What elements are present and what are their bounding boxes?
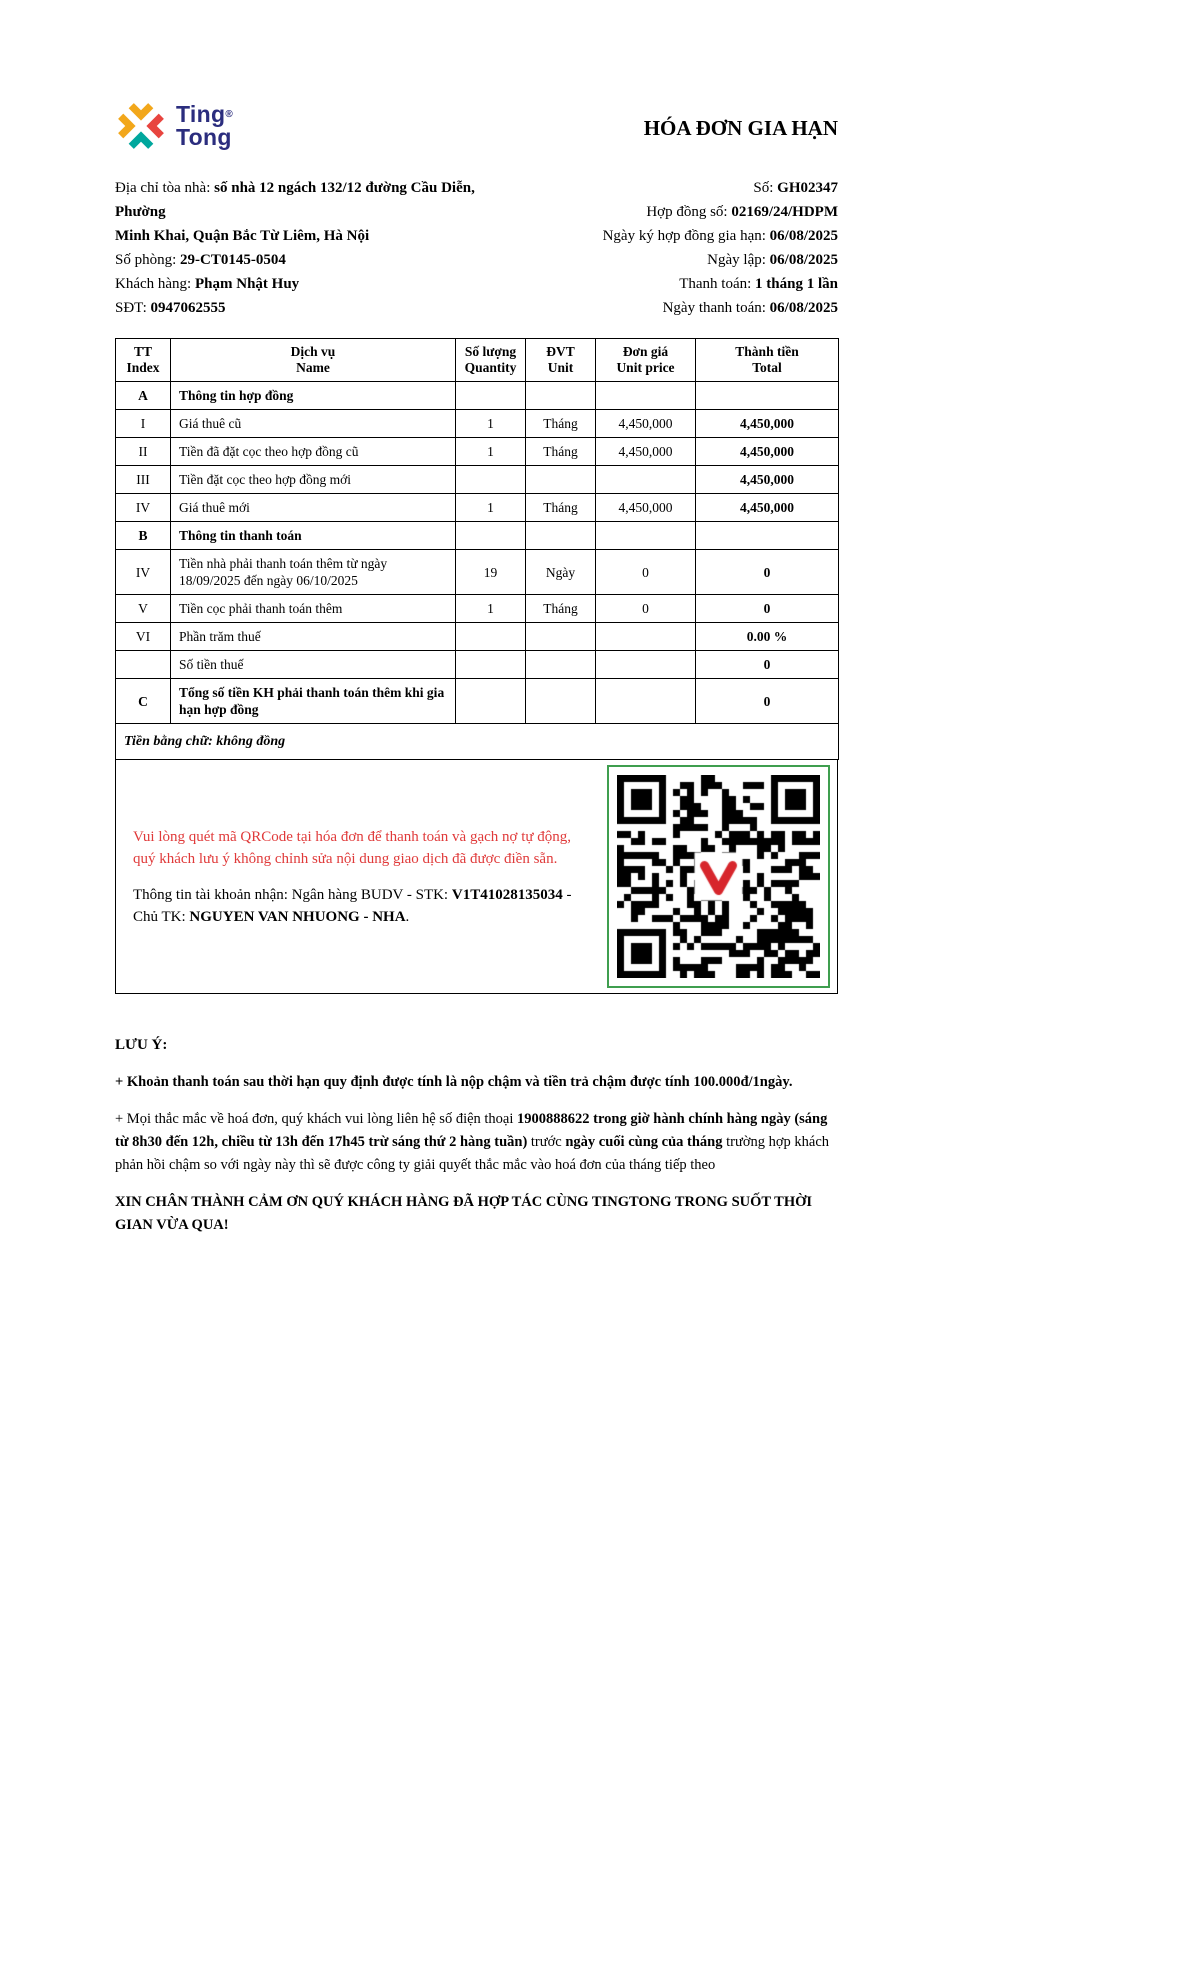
row-index-cell: I: [116, 410, 171, 438]
row-total-cell: [696, 522, 839, 550]
row-unit-price-cell: 0: [596, 550, 696, 595]
notes-title: LƯU Ý:: [115, 1037, 168, 1053]
row-index-cell: IV: [116, 550, 171, 595]
row-name-cell: Tiền đã đặt cọc theo hợp đồng cũ: [171, 438, 456, 466]
row-name-cell: Tổng số tiền KH phải thanh toán thêm khi gia hạn hợp đồng: [171, 679, 456, 724]
row-quantity-cell: 1: [456, 438, 526, 466]
row-unit-price-cell: [596, 651, 696, 679]
row-index-cell: C: [116, 679, 171, 724]
row-index-cell: VI: [116, 623, 171, 651]
col-header-unit: ĐVT Unit: [526, 339, 596, 382]
account-holder: NGUYEN VAN NHUONG - NHA: [189, 908, 406, 925]
brand-name-line1: Ting®: [176, 101, 233, 127]
row-unit-cell: [526, 466, 596, 494]
row-unit-cell: Tháng: [526, 595, 596, 623]
row-unit-cell: Tháng: [526, 494, 596, 522]
row-total-cell: 0: [696, 550, 839, 595]
row-total-cell: 0: [696, 651, 839, 679]
table-header-row: [116, 339, 839, 382]
row-unit-cell: Ngày: [526, 550, 596, 595]
col-header-name: Dịch vụ Name: [171, 339, 456, 382]
row-quantity-cell: 1: [456, 410, 526, 438]
qr-code-frame: [607, 765, 830, 988]
row-index-cell: [116, 651, 171, 679]
row-quantity-cell: [456, 651, 526, 679]
registered-mark-icon: ®: [225, 109, 233, 120]
qr-payment-notice: Vui lòng quét mã QRCode tại hóa đơn để thanh toán và gạch nợ tự động, quý khách lưu ý không chỉnh sửa nội dung giao dịch đã được điền sẵn.: [133, 828, 572, 867]
row-name-cell: Thông tin thanh toán: [171, 522, 456, 550]
row-index-cell: A: [116, 382, 171, 410]
invoice-page: [115, 100, 838, 1237]
row-unit-price-cell: 4,450,000: [596, 410, 696, 438]
phone-line: SĐT: 0947062555: [115, 300, 226, 316]
table-row: [116, 679, 839, 724]
row-name-cell: Tiền đặt cọc theo hợp đồng mới: [171, 466, 456, 494]
account-number: V1T41028135034: [451, 886, 563, 903]
table-row: [116, 623, 839, 651]
contract-number-line: Hợp đồng số: 02169/24/HDPM: [646, 204, 838, 220]
table-row: [116, 438, 839, 466]
row-index-cell: IV: [116, 494, 171, 522]
row-name-cell: Tiền nhà phải thanh toán thêm từ ngày 18/09/2025 đến ngày 06/10/2025: [171, 550, 456, 595]
row-quantity-cell: [456, 623, 526, 651]
row-total-cell: [696, 382, 839, 410]
row-unit-price-cell: 4,450,000: [596, 438, 696, 466]
row-unit-price-cell: 4,450,000: [596, 494, 696, 522]
row-name-cell: Tiền cọc phải thanh toán thêm: [171, 595, 456, 623]
qr-code: [617, 775, 820, 978]
brand-name: [176, 103, 233, 149]
row-name-cell: Phần trăm thuế: [171, 623, 456, 651]
row-unit-price-cell: [596, 522, 696, 550]
row-index-cell: V: [116, 595, 171, 623]
row-unit-price-cell: [596, 623, 696, 651]
table-row: [116, 410, 839, 438]
table-row: [116, 522, 839, 550]
table-row: [116, 466, 839, 494]
building-address-line1: Địa chỉ tòa nhà: số nhà 12 ngách 132/12 đường Cầu Diễn, Phường: [115, 180, 475, 220]
building-info: [115, 176, 513, 320]
support-note: + Mọi thắc mắc về hoá đơn, quý khách vui lòng liên hệ số điện thoại 1900888622 trong giờ hành chính hàng ngày (sáng từ 8h30 đến 12h, chiều từ 13h đến 17h45 trừ sáng thứ 2 hàng tuần) trước ngày cuối cùng của tháng trường hợp khách phản hồi chậm so với ngày này thì sẽ được công ty giải quyết thắc mắc vào hoá đơn của tháng tiếp theo: [115, 1111, 830, 1173]
renew-sign-date-line: Ngày ký hợp đồng gia hạn: 06/08/2025: [602, 228, 838, 244]
row-quantity-cell: [456, 522, 526, 550]
invoice-table-body: [116, 382, 839, 724]
table-row: [116, 382, 839, 410]
col-header-quantity: Số lượng Quantity: [456, 339, 526, 382]
late-fee-note: + Khoản thanh toán sau thời hạn quy định được tính là nộp chậm và tiền trả chậm được tính 100.000đ/1ngày.: [115, 1074, 793, 1090]
thank-you-note: XIN CHÂN THÀNH CẢM ƠN QUÝ KHÁCH HÀNG ĐÃ HỢP TÁC CÙNG TINGTONG TRONG SUỐT THỜI GIAN VỪA QUA!: [115, 1194, 813, 1233]
row-quantity-cell: [456, 382, 526, 410]
row-name-cell: Giá thuê cũ: [171, 410, 456, 438]
row-unit-cell: [526, 679, 596, 724]
row-total-cell: 4,450,000: [696, 438, 839, 466]
row-index-cell: II: [116, 438, 171, 466]
row-unit-cell: [526, 623, 596, 651]
row-name-cell: Số tiền thuế: [171, 651, 456, 679]
building-address-line2: Minh Khai, Quận Bắc Từ Liêm, Hà Nội: [115, 228, 370, 244]
invoice-meta: [513, 176, 838, 320]
payment-date-line: Ngày thanh toán: 06/08/2025: [662, 300, 838, 316]
customer-name-line: Khách hàng: Phạm Nhật Huy: [115, 276, 300, 292]
row-unit-cell: Tháng: [526, 410, 596, 438]
row-total-cell: 4,450,000: [696, 494, 839, 522]
room-number-line: Số phòng: 29-CT0145-0504: [115, 252, 286, 268]
row-unit-price-cell: 0: [596, 595, 696, 623]
row-quantity-cell: [456, 466, 526, 494]
table-row: [116, 651, 839, 679]
row-name-cell: Thông tin hợp đồng: [171, 382, 456, 410]
invoice-table: [115, 338, 839, 760]
header: [115, 100, 838, 152]
row-unit-price-cell: [596, 679, 696, 724]
document-title: HÓA ĐƠN GIA HẠN: [643, 116, 838, 140]
col-header-index: TT Index: [116, 339, 171, 382]
table-row: [116, 494, 839, 522]
payment-cycle-line: Thanh toán: 1 tháng 1 lần: [679, 276, 838, 292]
amount-in-words: Tiền bằng chữ: không đồng: [116, 724, 839, 760]
row-total-cell: 0.00 %: [696, 623, 839, 651]
row-unit-price-cell: [596, 466, 696, 494]
invoice-number-line: Số: GH02347: [753, 180, 838, 196]
row-name-cell: Giá thuê mới: [171, 494, 456, 522]
row-total-cell: 4,450,000: [696, 410, 839, 438]
payment-text: [123, 826, 607, 928]
row-quantity-cell: 1: [456, 494, 526, 522]
row-quantity-cell: 19: [456, 550, 526, 595]
col-header-unit-price: Đơn giá Unit price: [596, 339, 696, 382]
row-unit-cell: [526, 651, 596, 679]
notes-section: [115, 1034, 838, 1237]
col-header-total: Thành tiền Total: [696, 339, 839, 382]
brand-logo: [115, 100, 233, 152]
brand-name-line2: Tong: [176, 124, 232, 150]
row-total-cell: 0: [696, 679, 839, 724]
amount-in-words-row: [116, 724, 839, 760]
bank-account-info: Thông tin tài khoản nhận: Ngân hàng BUDV - STK: V1T41028135034 - Chủ TK: NGUYEN VAN NHUONG - NHA.: [133, 886, 572, 925]
row-unit-cell: Tháng: [526, 438, 596, 466]
tingtong-logo-icon: [115, 100, 167, 152]
row-index-cell: III: [116, 466, 171, 494]
row-unit-cell: [526, 382, 596, 410]
row-index-cell: B: [116, 522, 171, 550]
row-unit-cell: [526, 522, 596, 550]
payment-section: [115, 760, 838, 994]
row-total-cell: 4,450,000: [696, 466, 839, 494]
info-section: [115, 176, 838, 320]
table-row: [116, 595, 839, 623]
table-row: [116, 550, 839, 595]
row-unit-price-cell: [596, 382, 696, 410]
row-total-cell: 0: [696, 595, 839, 623]
row-quantity-cell: [456, 679, 526, 724]
row-quantity-cell: 1: [456, 595, 526, 623]
issue-date-line: Ngày lập: 06/08/2025: [707, 252, 838, 268]
